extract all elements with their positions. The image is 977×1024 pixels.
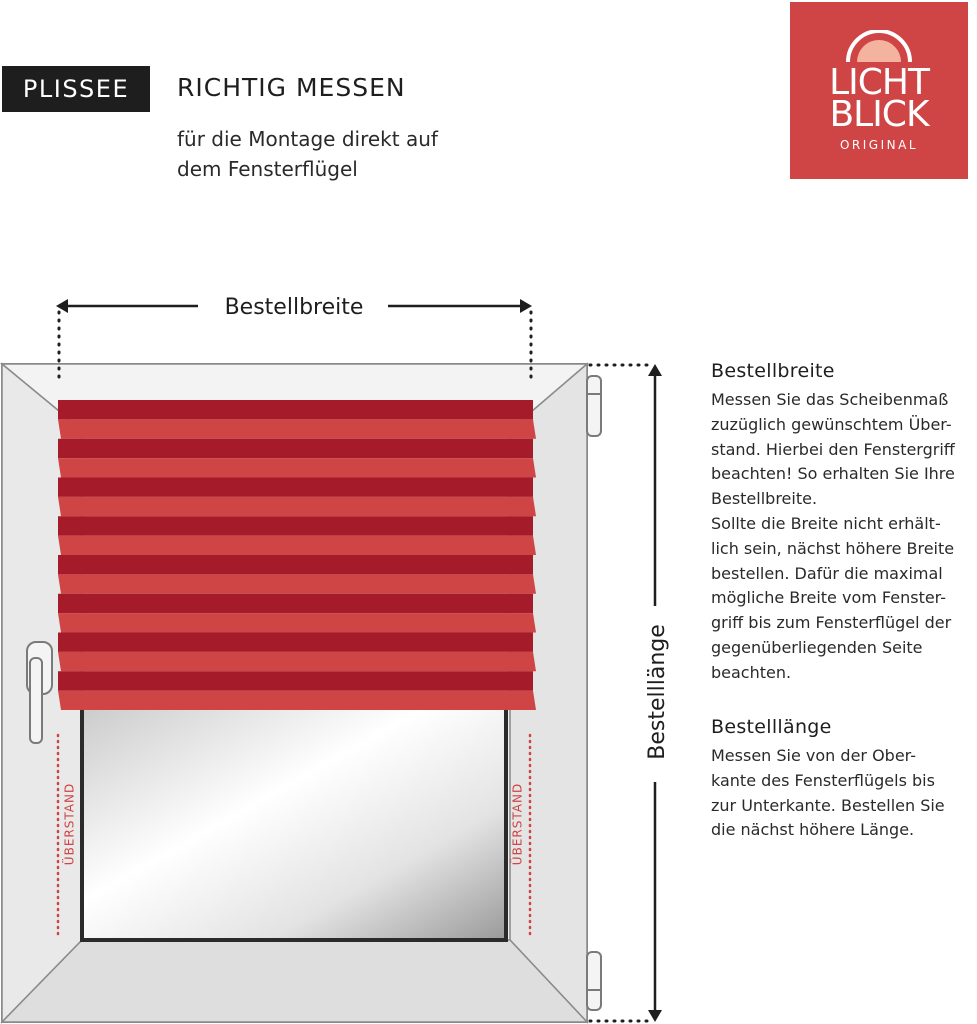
length-description-heading: Bestelllänge <box>711 716 832 738</box>
product-tag-label: PLISSEE <box>22 75 130 103</box>
text-line: zuzüglich gewünschtem Über- <box>711 414 952 434</box>
blind-pleat <box>58 400 533 419</box>
page-title: RICHTIG MESSEN <box>177 73 406 102</box>
text-line: beachten. <box>711 662 792 682</box>
pleated-blind <box>58 400 536 710</box>
blind-pleat <box>58 594 533 613</box>
blind-pleat <box>58 497 536 516</box>
blind-pleat <box>58 691 536 710</box>
hinge-bottom-icon <box>587 952 601 1010</box>
text-line: Messen Sie von der Ober- <box>711 746 916 765</box>
logo-line-blick: BLICK <box>829 94 929 135</box>
width-description-text <box>711 388 977 686</box>
text-line: mögliche Breite vom Fenster- <box>711 588 947 608</box>
text-line: Bestellbreite. <box>711 489 818 509</box>
hinge-top-icon <box>587 376 601 436</box>
blind-pleat <box>58 633 533 652</box>
length-description <box>711 716 977 843</box>
window-glass <box>82 700 506 940</box>
blind-pleat <box>58 555 533 574</box>
overhang-left-label: ÜBERSTAND <box>62 782 77 866</box>
blind-pleat <box>58 613 536 632</box>
text-line: Messen Sie das Scheibenmaß <box>711 390 949 409</box>
width-label: Bestellbreite <box>224 295 364 320</box>
height-label: Bestelllänge <box>645 624 670 760</box>
text-line: griff bis zum Fensterflügel der <box>711 613 952 633</box>
blind-pleat <box>58 574 536 593</box>
text-line: die nächst höhere Länge. <box>711 820 915 840</box>
blind-pleat <box>58 671 533 690</box>
logo-line-original: ORIGINAL <box>839 138 919 152</box>
length-description-text <box>711 744 977 843</box>
width-description <box>711 360 977 686</box>
blind-pleat <box>58 478 533 497</box>
blind-pleat <box>58 439 533 458</box>
text-line: stand. Hierbei den Fenstergriff <box>711 439 955 459</box>
blind-pleat <box>58 516 533 535</box>
subtitle-line: für die Montage direkt auf <box>177 127 438 151</box>
width-description-heading: Bestellbreite <box>711 360 835 382</box>
blind-pleat <box>58 419 536 438</box>
text-line: gegenüberliegenden Seite <box>711 637 923 657</box>
text-line: kante des Fensterflügels bis <box>711 770 935 790</box>
blind-pleat <box>58 458 536 477</box>
text-line: Sollte die Breite nicht erhält- <box>711 513 941 533</box>
blind-pleat <box>58 536 536 555</box>
logo-line-licht: LICHT <box>829 62 929 103</box>
blind-pleat <box>58 652 536 671</box>
overhang-right-label: ÜBERSTAND <box>510 782 525 866</box>
text-line: lich sein, nächst höhere Breite <box>711 538 955 558</box>
text-line: bestellen. Dafür die maximal <box>711 563 943 583</box>
text-line: beachten! So erhalten Sie Ihre <box>711 464 955 484</box>
subtitle-line: dem Fensterflügel <box>177 157 358 181</box>
text-line: zur Unterkante. Bestellen Sie <box>711 795 945 815</box>
